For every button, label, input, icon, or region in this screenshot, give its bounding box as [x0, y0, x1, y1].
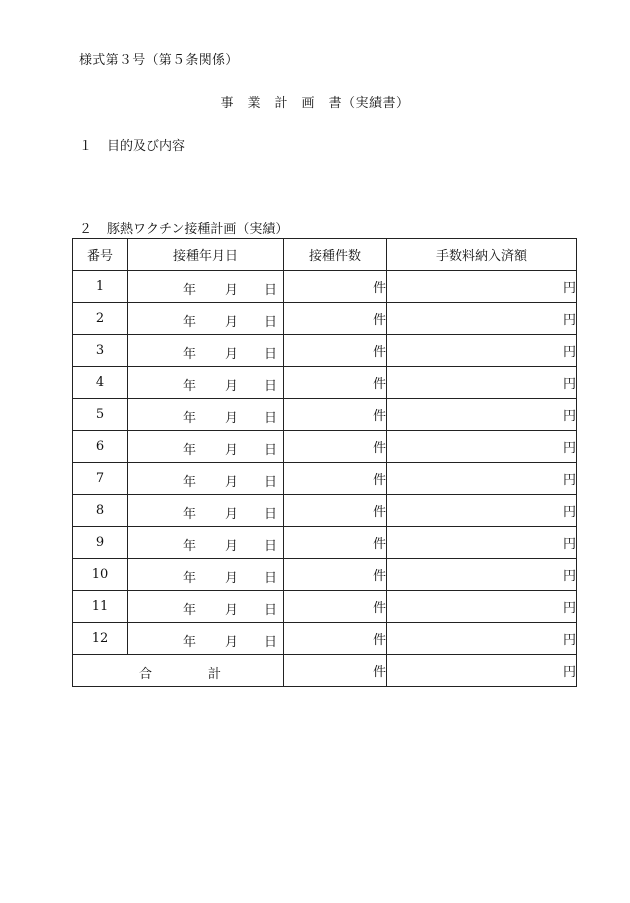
table-header-row	[73, 239, 577, 271]
fee-cell[interactable]: 円	[387, 527, 577, 559]
month-unit: 月	[225, 539, 239, 554]
table-row	[73, 591, 577, 623]
form-number-label: 様式第３号（第５条関係）	[79, 53, 239, 68]
date-cell[interactable]	[128, 271, 284, 303]
total-count-cell[interactable]: 件	[284, 655, 387, 687]
row-number: 7	[73, 463, 128, 495]
date-cell[interactable]	[128, 495, 284, 527]
row-number: 1	[73, 271, 128, 303]
date-cell[interactable]	[128, 559, 284, 591]
header-count: 接種件数	[284, 239, 387, 271]
row-number: 10	[73, 559, 128, 591]
month-unit: 月	[225, 411, 239, 426]
table-row	[73, 303, 577, 335]
fee-cell[interactable]: 円	[387, 431, 577, 463]
date-cell[interactable]	[128, 463, 284, 495]
day-unit: 日	[264, 283, 278, 298]
row-number: 5	[73, 399, 128, 431]
row-number: 2	[73, 303, 128, 335]
count-cell[interactable]: 件	[284, 559, 387, 591]
date-cell[interactable]	[128, 527, 284, 559]
fee-cell[interactable]: 円	[387, 559, 577, 591]
section-purpose-heading	[79, 135, 185, 154]
row-number: 4	[73, 367, 128, 399]
month-unit: 月	[225, 507, 239, 522]
table-row	[73, 335, 577, 367]
month-unit: 月	[225, 379, 239, 394]
count-cell[interactable]: 件	[284, 431, 387, 463]
date-cell[interactable]	[128, 335, 284, 367]
row-number: 8	[73, 495, 128, 527]
date-cell[interactable]	[128, 303, 284, 335]
header-fee: 手数料納入済額	[387, 239, 577, 271]
day-unit: 日	[264, 379, 278, 394]
table-row	[73, 399, 577, 431]
count-cell[interactable]: 件	[284, 495, 387, 527]
month-unit: 月	[225, 283, 239, 298]
month-unit: 月	[225, 315, 239, 330]
year-unit: 年	[183, 443, 197, 458]
date-cell[interactable]	[128, 591, 284, 623]
section-title: 豚熱ワクチン接種計画（実績）	[107, 222, 289, 237]
month-unit: 月	[225, 347, 239, 362]
year-unit: 年	[183, 475, 197, 490]
month-unit: 月	[225, 443, 239, 458]
day-unit: 日	[264, 347, 278, 362]
month-unit: 月	[225, 603, 239, 618]
count-cell[interactable]: 件	[284, 399, 387, 431]
count-cell[interactable]: 件	[284, 335, 387, 367]
total-fee-cell[interactable]: 円	[387, 655, 577, 687]
total-label-right: 計	[208, 667, 222, 682]
day-unit: 日	[264, 603, 278, 618]
count-cell[interactable]: 件	[284, 367, 387, 399]
table-row	[73, 495, 577, 527]
year-unit: 年	[183, 283, 197, 298]
total-label-left: 合	[139, 667, 153, 682]
table-row	[73, 271, 577, 303]
year-unit: 年	[183, 635, 197, 650]
fee-cell[interactable]: 円	[387, 399, 577, 431]
header-number: 番号	[73, 239, 128, 271]
day-unit: 日	[264, 475, 278, 490]
month-unit: 月	[225, 571, 239, 586]
count-cell[interactable]: 件	[284, 463, 387, 495]
day-unit: 日	[264, 635, 278, 650]
date-cell[interactable]	[128, 367, 284, 399]
date-cell[interactable]	[128, 399, 284, 431]
year-unit: 年	[183, 315, 197, 330]
day-unit: 日	[264, 315, 278, 330]
year-unit: 年	[183, 411, 197, 426]
count-cell[interactable]: 件	[284, 623, 387, 655]
table-row	[73, 559, 577, 591]
row-number: 6	[73, 431, 128, 463]
day-unit: 日	[264, 571, 278, 586]
month-unit: 月	[225, 635, 239, 650]
fee-cell[interactable]: 円	[387, 623, 577, 655]
fee-cell[interactable]: 円	[387, 591, 577, 623]
count-cell[interactable]: 件	[284, 527, 387, 559]
header-date: 接種年月日	[128, 239, 284, 271]
fee-cell[interactable]: 円	[387, 495, 577, 527]
month-unit: 月	[225, 475, 239, 490]
row-number: 11	[73, 591, 128, 623]
table-row	[73, 431, 577, 463]
year-unit: 年	[183, 603, 197, 618]
row-number: 3	[73, 335, 128, 367]
date-cell[interactable]	[128, 431, 284, 463]
vaccination-plan-table	[72, 238, 577, 687]
count-cell[interactable]: 件	[284, 271, 387, 303]
section-title: 目的及び内容	[107, 139, 186, 154]
table-row	[73, 527, 577, 559]
fee-cell[interactable]: 円	[387, 271, 577, 303]
fee-cell[interactable]: 円	[387, 335, 577, 367]
year-unit: 年	[183, 539, 197, 554]
count-cell[interactable]: 件	[284, 591, 387, 623]
count-cell[interactable]: 件	[284, 303, 387, 335]
row-number: 12	[73, 623, 128, 655]
document-title: 事 業 計 画 書（実績書）	[220, 96, 410, 111]
table-row	[73, 367, 577, 399]
day-unit: 日	[264, 443, 278, 458]
fee-cell[interactable]: 円	[387, 303, 577, 335]
year-unit: 年	[183, 379, 197, 394]
table-row	[73, 463, 577, 495]
date-cell[interactable]	[128, 623, 284, 655]
table-row	[73, 623, 577, 655]
year-unit: 年	[183, 571, 197, 586]
section-number: ２	[79, 222, 93, 237]
row-number: 9	[73, 527, 128, 559]
year-unit: 年	[183, 347, 197, 362]
year-unit: 年	[183, 507, 197, 522]
fee-cell[interactable]: 円	[387, 367, 577, 399]
total-row	[73, 655, 577, 687]
day-unit: 日	[264, 507, 278, 522]
fee-cell[interactable]: 円	[387, 463, 577, 495]
total-label-cell	[73, 655, 284, 687]
section-plan-heading	[79, 218, 288, 237]
day-unit: 日	[264, 411, 278, 426]
section-number: １	[79, 139, 93, 154]
day-unit: 日	[264, 539, 278, 554]
